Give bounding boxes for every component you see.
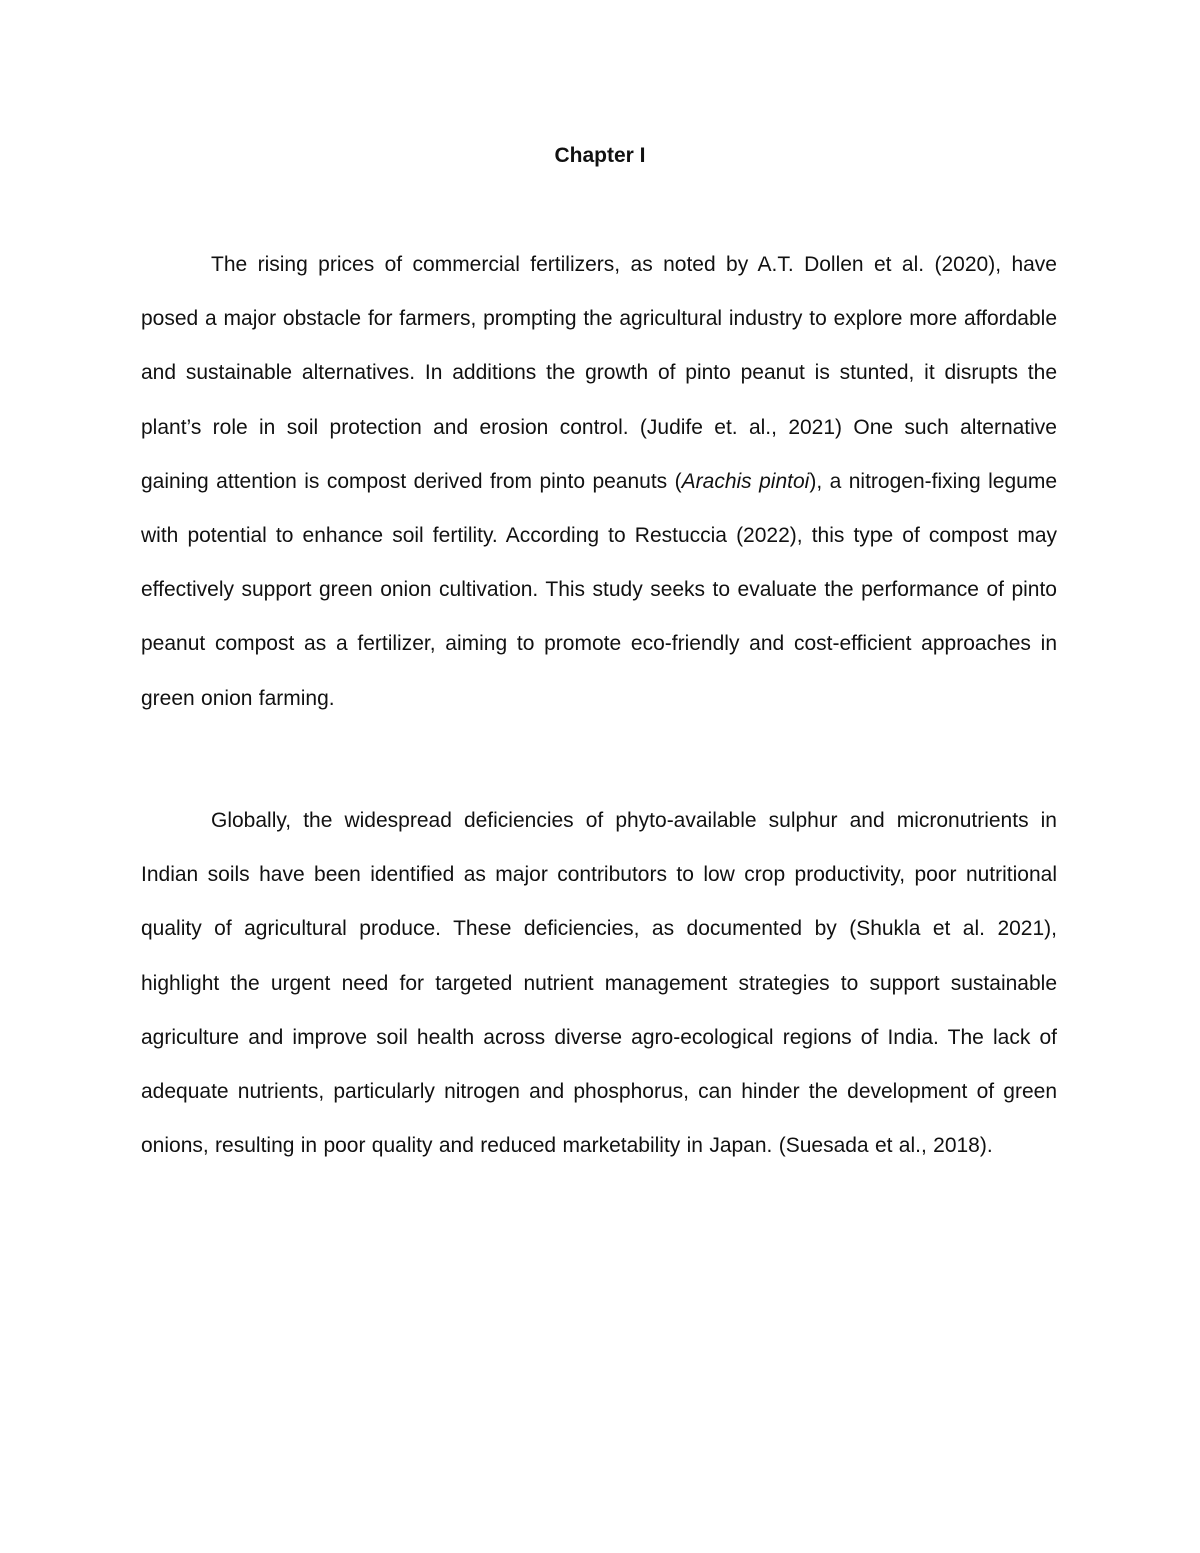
chapter-title: Chapter I bbox=[554, 144, 646, 167]
scientific-name: Arachis pintoi bbox=[681, 469, 810, 493]
paragraph-2: Globally, the widespread deficiencies of phyto-available sulphur and micronutrients in Indian soils have been identified as major contributors to low crop productivity, poor nutritional quality of agricultural produce. These deficiencies, as documented by (Shukla et al. 2021), highlight the urgent need for targeted nutrient management strategies to support sustainable agriculture and improve soil health across diverse agro-ecological regions of India. The lack of adequate nutrients, particularly nitrogen and phosphorus, can hinder the development of green onions, resulting in poor quality and reduced marketability in Japan. (Suesada et al., 2018). bbox=[141, 809, 1057, 1158]
paragraph-1-text-start: The rising prices of commercial fertilizers, as noted by A.T. Dollen et al. (2020), have posed a major obstacle for farmers, prompting the agricultural industry to explore more affordable and sustainable alternatives. In additions the growth of pinto peanut is stunted, it disrupts the plant’s role in soil protection and erosion control. (Judife et. al., 2021) One such alternative gaining attention is compost derived from pinto peanuts ( bbox=[141, 253, 1057, 493]
paragraph-1 bbox=[141, 238, 1057, 726]
paragraph-1-text-end: ), a nitrogen-fixing legume with potential to enhance soil fertility. According to Restuccia (2022), this type of compost may effectively support green onion cultivation. This study seeks to evaluate the performance of pinto peanut compost as a fertilizer, aiming to promote eco-friendly and cost-efficient approaches in green onion farming. bbox=[141, 469, 1057, 710]
